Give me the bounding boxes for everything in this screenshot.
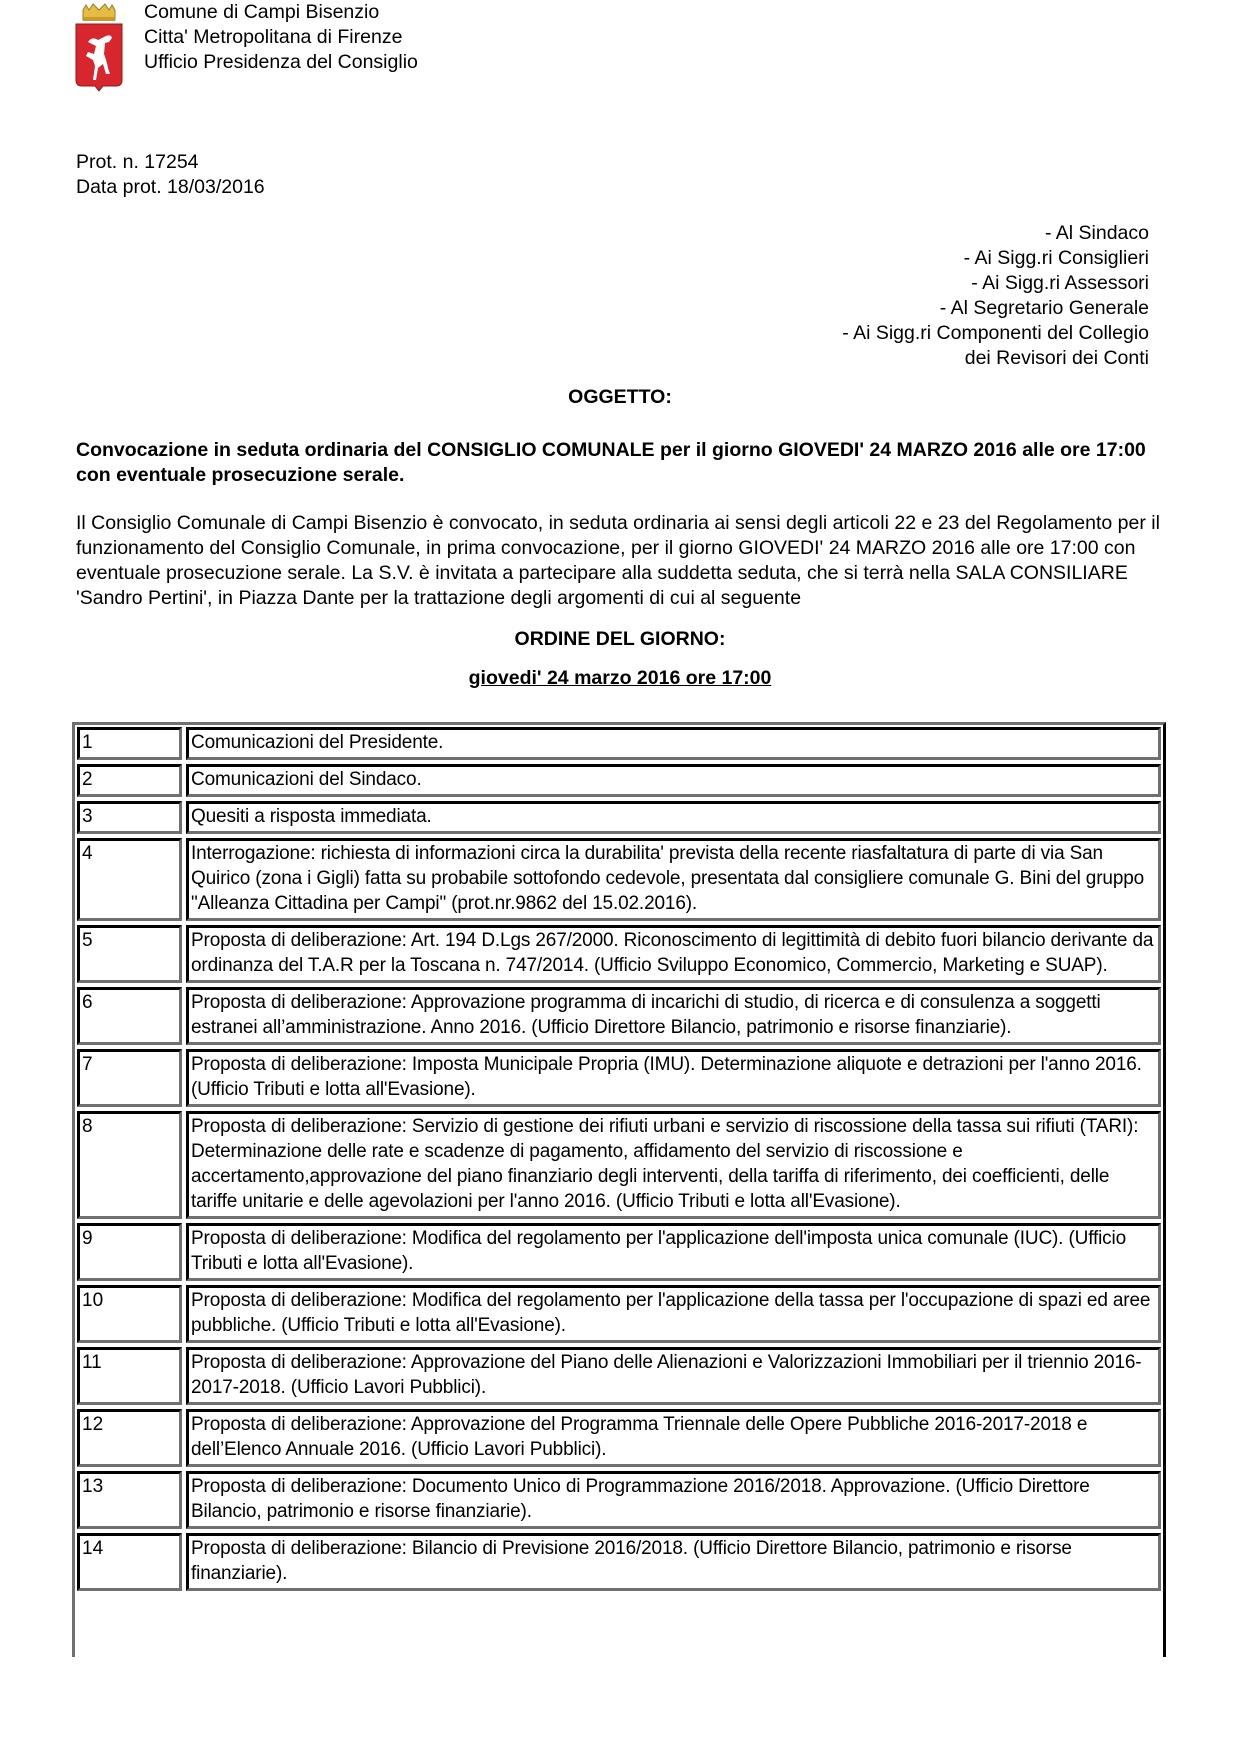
agenda-row (77, 1471, 1161, 1529)
item-number: 13 (77, 1471, 182, 1529)
coat-of-arms-logo (74, 2, 124, 92)
agenda-table (72, 722, 1166, 1657)
protocol-number: Prot. n. 17254 (76, 151, 199, 173)
item-number: 4 (77, 838, 182, 921)
agenda-row (77, 1285, 1161, 1343)
recipient: dei Revisori dei Conti (964, 347, 1149, 369)
recipient: - Ai Sigg.ri Componenti del Collegio (842, 322, 1149, 344)
convocation-paragraph: Il Consiglio Comunale di Campi Bisenzio è convocato, in seduta ordinaria ai sensi degli articoli 22 e 23 del Regolamento per il funzionamento del Consiglio Comunale, in prima convocazione, per il giorno GIOVEDI' 24 MARZO 2016 alle ore 17:00 con eventuale prosecuzione serale. La S.V. è invitata a partecipare alla suddetta seduta, che si terrà nella SALA CONSILIARE 'Sandro Pertini', in Piazza Dante per la trattazione degli argomenti di cui al seguente (76, 512, 1160, 609)
item-text: Proposta di deliberazione: Approvazione programma di incarichi di studio, di ricerca e di consulenza a soggetti estranei all’amministrazione. Anno 2016. (Ufficio Direttore Bilancio, patrimonio e risorse finanziarie). (186, 987, 1161, 1045)
item-number: 2 (77, 764, 182, 797)
recipient: - Al Segretario Generale (939, 297, 1149, 319)
protocol-date: Data prot. 18/03/2016 (76, 176, 265, 198)
item-number: 1 (77, 727, 182, 760)
item-text: Proposta di deliberazione: Approvazione del Piano delle Alienazioni e Valorizzazioni Immobiliari per il triennio 2016-2017-2018. (Ufficio Lavori Pubblici). (186, 1347, 1161, 1405)
item-text: Proposta di deliberazione: Servizio di gestione dei rifiuti urbani e servizio di riscossione della tassa sui rifiuti (TARI): Determinazione delle rate e scadenze di pagamento, affidamento del servizio di riscossione e accertamento,approvazione del piano finanziario degli interventi, della tariffa di riferimento, dei coefficienti, delle tariffe unitarie e delle agevolazioni per l'anno 2016. (Ufficio Tributi e lotta all'Evasione). (186, 1111, 1161, 1219)
agenda-row (77, 1111, 1161, 1219)
agenda-row (77, 987, 1161, 1045)
agenda-heading: ORDINE DEL GIORNO: (514, 628, 726, 650)
subject-text: Convocazione in seduta ordinaria del CONSIGLIO COMUNALE per il giorno GIOVEDI' 24 MARZO 2016 alle ore 17:00 con eventuale prosecuzione serale. (76, 439, 1146, 486)
recipient: - Al Sindaco (1044, 222, 1149, 244)
item-text: Proposta di deliberazione: Approvazione del Programma Triennale delle Opere Pubbliche 2016-2017-2018 e dell’Elenco Annuale 2016. (Ufficio Lavori Pubblici). (186, 1409, 1161, 1467)
office-header (144, 0, 418, 75)
subject-heading: OGGETTO: (568, 386, 672, 408)
coat-of-arms-icon (74, 2, 124, 92)
recipient: - Ai Sigg.ri Assessori (971, 272, 1149, 294)
agenda-row (77, 838, 1161, 921)
item-text: Proposta di deliberazione: Modifica del regolamento per l'applicazione della tassa per l'occupazione di spazi ed aree pubbliche. (Ufficio Tributi e lotta all'Evasione). (186, 1285, 1161, 1343)
item-number: 10 (77, 1285, 182, 1343)
office-name: Ufficio Presidenza del Consiglio (144, 51, 418, 73)
agenda-row (77, 801, 1161, 834)
item-number: 3 (77, 801, 182, 834)
item-number: 14 (77, 1533, 182, 1591)
agenda-row (77, 764, 1161, 797)
item-number: 6 (77, 987, 182, 1045)
session-date: giovedi' 24 marzo 2016 ore 17:00 (468, 667, 772, 689)
item-text: Proposta di deliberazione: Modifica del regolamento per l'applicazione dell'imposta unica comunale (IUC). (Ufficio Tributi e lotta all'Evasione). (186, 1223, 1161, 1281)
municipality-name: Comune di Campi Bisenzio (144, 1, 380, 23)
item-text: Interrogazione: richiesta di informazioni circa la durabilita' prevista della recente riasfaltatura di parte di via San Quirico (zona i Gigli) fatta su probabile sottofondo cedevole, presentata dal consigliere comunale G. Bini del gruppo "Alleanza Cittadina per Campi" (prot.nr.9862 del 15.02.2016). (186, 838, 1161, 921)
item-text: Comunicazioni del Presidente. (186, 727, 1161, 760)
item-number: 9 (77, 1223, 182, 1281)
item-number: 5 (77, 925, 182, 983)
agenda-row (77, 1347, 1161, 1405)
metropolitan-city: Citta' Metropolitana di Firenze (144, 26, 403, 48)
item-text: Comunicazioni del Sindaco. (186, 764, 1161, 797)
item-text: Proposta di deliberazione: Documento Unico di Programmazione 2016/2018. Approvazione. (Ufficio Direttore Bilancio, patrimonio e risorse finanziarie). (186, 1471, 1161, 1529)
agenda-row (77, 1533, 1161, 1591)
item-text: Quesiti a risposta immediata. (186, 801, 1161, 834)
item-text: Proposta di deliberazione: Imposta Municipale Propria (IMU). Determinazione aliquote e detrazioni per l'anno 2016. (Ufficio Tributi e lotta all'Evasione). (186, 1049, 1161, 1107)
item-text: Proposta di deliberazione: Bilancio di Previsione 2016/2018. (Ufficio Direttore Bilancio, patrimonio e risorse finanziarie). (186, 1533, 1161, 1591)
agenda-row (77, 1049, 1161, 1107)
agenda-row (77, 925, 1161, 983)
agenda-row (77, 1223, 1161, 1281)
item-number: 8 (77, 1111, 182, 1219)
agenda-row (77, 727, 1161, 760)
recipient: - Ai Sigg.ri Consiglieri (963, 247, 1149, 269)
protocol-block (76, 150, 265, 200)
item-number: 12 (77, 1409, 182, 1467)
recipients-list (842, 221, 1149, 371)
item-number: 11 (77, 1347, 182, 1405)
agenda-row (77, 1409, 1161, 1467)
item-number: 7 (77, 1049, 182, 1107)
item-text: Proposta di deliberazione: Art. 194 D.Lgs 267/2000. Riconoscimento di legittimità di debito fuori bilancio derivante da ordinanza del T.A.R per la Toscana n. 747/2014. (Ufficio Sviluppo Economico, Commercio, Marketing e SUAP). (186, 925, 1161, 983)
